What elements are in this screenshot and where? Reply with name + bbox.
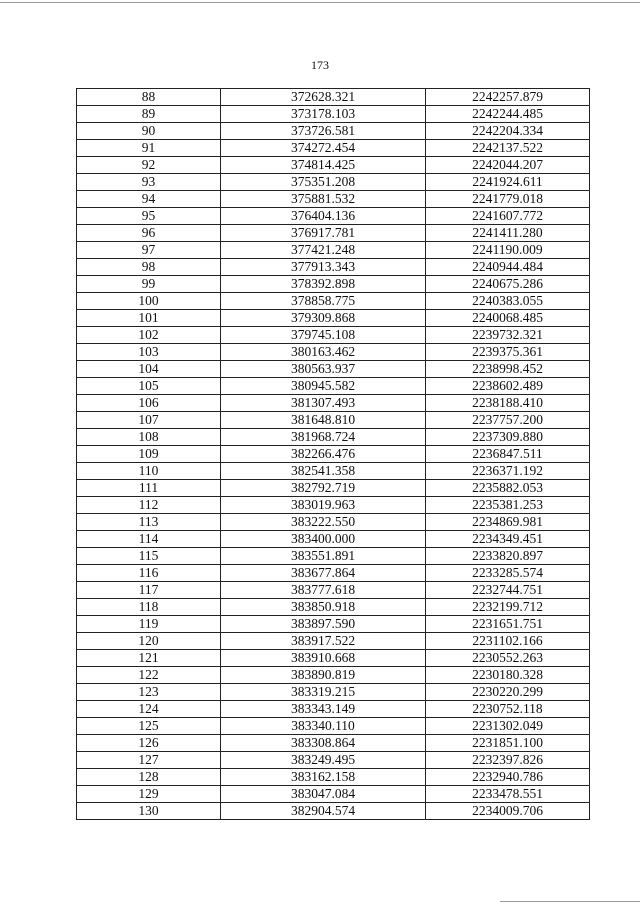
x-coordinate-cell: 383897.590 (221, 616, 426, 633)
table-row (77, 225, 590, 242)
y-coordinate-cell: 2235882.053 (426, 480, 590, 497)
table-row (77, 395, 590, 412)
x-coordinate-cell: 373726.581 (221, 123, 426, 140)
point-number-cell: 104 (77, 361, 221, 378)
y-coordinate-cell: 2239375.361 (426, 344, 590, 361)
x-coordinate-cell: 383047.084 (221, 786, 426, 803)
y-coordinate-cell: 2236371.192 (426, 463, 590, 480)
point-number-cell: 110 (77, 463, 221, 480)
table-row (77, 123, 590, 140)
x-coordinate-cell: 374272.454 (221, 140, 426, 157)
x-coordinate-cell: 375351.208 (221, 174, 426, 191)
x-coordinate-cell: 381968.724 (221, 429, 426, 446)
page-number: 173 (311, 58, 329, 72)
table-row (77, 140, 590, 157)
point-number-cell: 128 (77, 769, 221, 786)
y-coordinate-cell: 2232397.826 (426, 752, 590, 769)
y-coordinate-cell: 2230220.299 (426, 684, 590, 701)
table-row (77, 752, 590, 769)
point-number-cell: 94 (77, 191, 221, 208)
table-row (77, 633, 590, 650)
table-row (77, 344, 590, 361)
y-coordinate-cell: 2235381.253 (426, 497, 590, 514)
table-row (77, 735, 590, 752)
point-number-cell: 127 (77, 752, 221, 769)
point-number-cell: 98 (77, 259, 221, 276)
table-row (77, 616, 590, 633)
x-coordinate-cell: 382541.358 (221, 463, 426, 480)
x-coordinate-cell: 381648.810 (221, 412, 426, 429)
x-coordinate-cell: 376917.781 (221, 225, 426, 242)
table-row (77, 599, 590, 616)
table-row (77, 803, 590, 820)
point-number-cell: 129 (77, 786, 221, 803)
point-number-cell: 101 (77, 310, 221, 327)
point-number-cell: 130 (77, 803, 221, 820)
y-coordinate-cell: 2240944.484 (426, 259, 590, 276)
table-row (77, 157, 590, 174)
point-number-cell: 108 (77, 429, 221, 446)
point-number-cell: 124 (77, 701, 221, 718)
table-row (77, 276, 590, 293)
y-coordinate-cell: 2237309.880 (426, 429, 590, 446)
x-coordinate-cell: 383910.668 (221, 650, 426, 667)
point-number-cell: 117 (77, 582, 221, 599)
table-row (77, 497, 590, 514)
table-row (77, 429, 590, 446)
point-number-cell: 122 (77, 667, 221, 684)
point-number-cell: 119 (77, 616, 221, 633)
x-coordinate-cell: 374814.425 (221, 157, 426, 174)
top-border-line (0, 2, 640, 3)
bottom-border-line (500, 901, 640, 902)
y-coordinate-cell: 2234349.451 (426, 531, 590, 548)
coordinate-table (76, 88, 590, 820)
point-number-cell: 99 (77, 276, 221, 293)
table-row (77, 565, 590, 582)
point-number-cell: 95 (77, 208, 221, 225)
point-number-cell: 111 (77, 480, 221, 497)
x-coordinate-cell: 383551.891 (221, 548, 426, 565)
point-number-cell: 90 (77, 123, 221, 140)
y-coordinate-cell: 2238998.452 (426, 361, 590, 378)
x-coordinate-cell: 379745.108 (221, 327, 426, 344)
point-number-cell: 114 (77, 531, 221, 548)
table-row (77, 446, 590, 463)
x-coordinate-cell: 383917.522 (221, 633, 426, 650)
y-coordinate-cell: 2232940.786 (426, 769, 590, 786)
x-coordinate-cell: 379309.868 (221, 310, 426, 327)
y-coordinate-cell: 2242137.522 (426, 140, 590, 157)
point-number-cell: 120 (77, 633, 221, 650)
table-row (77, 582, 590, 599)
point-number-cell: 89 (77, 106, 221, 123)
table-row (77, 242, 590, 259)
table-row (77, 718, 590, 735)
x-coordinate-cell: 383777.618 (221, 582, 426, 599)
x-coordinate-cell: 376404.136 (221, 208, 426, 225)
point-number-cell: 123 (77, 684, 221, 701)
point-number-cell: 125 (77, 718, 221, 735)
x-coordinate-cell: 383319.215 (221, 684, 426, 701)
table-row (77, 480, 590, 497)
point-number-cell: 109 (77, 446, 221, 463)
x-coordinate-cell: 378392.898 (221, 276, 426, 293)
table-row (77, 548, 590, 565)
y-coordinate-cell: 2236847.511 (426, 446, 590, 463)
x-coordinate-cell: 372628.321 (221, 89, 426, 106)
point-number-cell: 113 (77, 514, 221, 531)
point-number-cell: 106 (77, 395, 221, 412)
x-coordinate-cell: 383850.918 (221, 599, 426, 616)
x-coordinate-cell: 382792.719 (221, 480, 426, 497)
x-coordinate-cell: 383890.819 (221, 667, 426, 684)
point-number-cell: 105 (77, 378, 221, 395)
y-coordinate-cell: 2231102.166 (426, 633, 590, 650)
x-coordinate-cell: 383340.110 (221, 718, 426, 735)
table-row (77, 293, 590, 310)
table-row (77, 106, 590, 123)
point-number-cell: 93 (77, 174, 221, 191)
y-coordinate-cell: 2230180.328 (426, 667, 590, 684)
x-coordinate-cell: 380945.582 (221, 378, 426, 395)
y-coordinate-cell: 2230752.118 (426, 701, 590, 718)
y-coordinate-cell: 2237757.200 (426, 412, 590, 429)
point-number-cell: 102 (77, 327, 221, 344)
x-coordinate-cell: 382904.574 (221, 803, 426, 820)
table-row (77, 514, 590, 531)
y-coordinate-cell: 2231851.100 (426, 735, 590, 752)
y-coordinate-cell: 2242244.485 (426, 106, 590, 123)
x-coordinate-cell: 383400.000 (221, 531, 426, 548)
point-number-cell: 107 (77, 412, 221, 429)
x-coordinate-cell: 382266.476 (221, 446, 426, 463)
x-coordinate-cell: 375881.532 (221, 191, 426, 208)
table-row (77, 259, 590, 276)
point-number-cell: 116 (77, 565, 221, 582)
y-coordinate-cell: 2233478.551 (426, 786, 590, 803)
table-row (77, 310, 590, 327)
x-coordinate-cell: 383019.963 (221, 497, 426, 514)
y-coordinate-cell: 2231302.049 (426, 718, 590, 735)
point-number-cell: 91 (77, 140, 221, 157)
y-coordinate-cell: 2240675.286 (426, 276, 590, 293)
table-row (77, 463, 590, 480)
y-coordinate-cell: 2240383.055 (426, 293, 590, 310)
x-coordinate-cell: 383162.158 (221, 769, 426, 786)
x-coordinate-cell: 383308.864 (221, 735, 426, 752)
y-coordinate-cell: 2238602.489 (426, 378, 590, 395)
table-row (77, 361, 590, 378)
y-coordinate-cell: 2232199.712 (426, 599, 590, 616)
x-coordinate-cell: 383249.495 (221, 752, 426, 769)
point-number-cell: 92 (77, 157, 221, 174)
table-row (77, 667, 590, 684)
x-coordinate-cell: 381307.493 (221, 395, 426, 412)
table-row (77, 412, 590, 429)
y-coordinate-cell: 2233285.574 (426, 565, 590, 582)
table-row (77, 327, 590, 344)
x-coordinate-cell: 380163.462 (221, 344, 426, 361)
y-coordinate-cell: 2230552.263 (426, 650, 590, 667)
y-coordinate-cell: 2234869.981 (426, 514, 590, 531)
y-coordinate-cell: 2241190.009 (426, 242, 590, 259)
x-coordinate-cell: 380563.937 (221, 361, 426, 378)
point-number-cell: 96 (77, 225, 221, 242)
table-row (77, 531, 590, 548)
point-number-cell: 100 (77, 293, 221, 310)
y-coordinate-cell: 2231651.751 (426, 616, 590, 633)
point-number-cell: 103 (77, 344, 221, 361)
x-coordinate-cell: 373178.103 (221, 106, 426, 123)
y-coordinate-cell: 2241607.772 (426, 208, 590, 225)
table-row (77, 191, 590, 208)
point-number-cell: 126 (77, 735, 221, 752)
table-row (77, 378, 590, 395)
y-coordinate-cell: 2241779.018 (426, 191, 590, 208)
x-coordinate-cell: 383222.550 (221, 514, 426, 531)
table-row (77, 701, 590, 718)
table-row (77, 769, 590, 786)
coordinate-table-body (77, 89, 590, 820)
y-coordinate-cell: 2241924.611 (426, 174, 590, 191)
y-coordinate-cell: 2232744.751 (426, 582, 590, 599)
point-number-cell: 115 (77, 548, 221, 565)
point-number-cell: 88 (77, 89, 221, 106)
x-coordinate-cell: 383343.149 (221, 701, 426, 718)
table-row (77, 650, 590, 667)
y-coordinate-cell: 2233820.897 (426, 548, 590, 565)
x-coordinate-cell: 378858.775 (221, 293, 426, 310)
x-coordinate-cell: 383677.864 (221, 565, 426, 582)
x-coordinate-cell: 377913.343 (221, 259, 426, 276)
table-row (77, 208, 590, 225)
x-coordinate-cell: 377421.248 (221, 242, 426, 259)
table-row (77, 684, 590, 701)
y-coordinate-cell: 2234009.706 (426, 803, 590, 820)
y-coordinate-cell: 2239732.321 (426, 327, 590, 344)
point-number-cell: 97 (77, 242, 221, 259)
point-number-cell: 112 (77, 497, 221, 514)
y-coordinate-cell: 2238188.410 (426, 395, 590, 412)
point-number-cell: 121 (77, 650, 221, 667)
y-coordinate-cell: 2240068.485 (426, 310, 590, 327)
table-row (77, 786, 590, 803)
y-coordinate-cell: 2242257.879 (426, 89, 590, 106)
table-row (77, 174, 590, 191)
table-row (77, 89, 590, 106)
y-coordinate-cell: 2242044.207 (426, 157, 590, 174)
y-coordinate-cell: 2242204.334 (426, 123, 590, 140)
y-coordinate-cell: 2241411.280 (426, 225, 590, 242)
point-number-cell: 118 (77, 599, 221, 616)
